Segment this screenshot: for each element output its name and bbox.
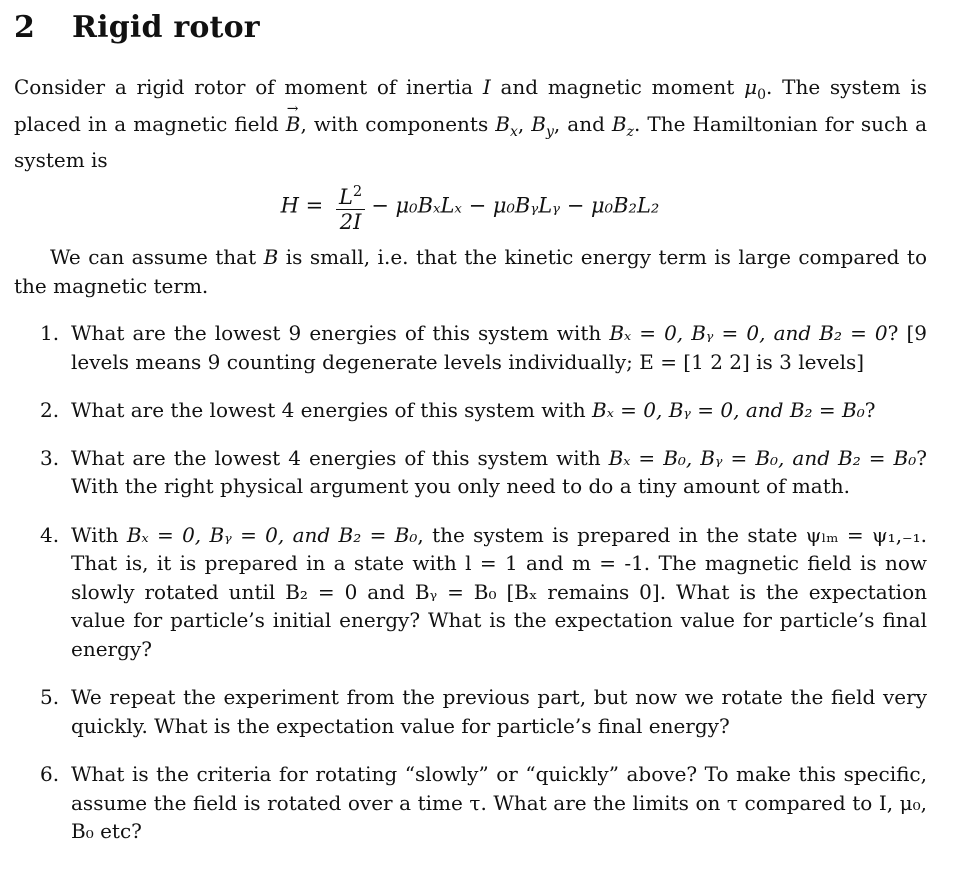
question-text-a: We repeat the experiment from the previous part, but now we rotate the field very quickly. What is the expectation value for particle’s final energy? bbox=[71, 685, 927, 738]
question-number: 4. bbox=[40, 522, 60, 547]
frac-sup: 2 bbox=[352, 183, 363, 200]
var-mu: μ bbox=[744, 75, 758, 99]
question-condition: Bₓ = 0, Bᵧ = 0, and B₂ = B₀ bbox=[126, 522, 418, 547]
frac-denominator bbox=[336, 210, 365, 234]
question-text-a: What are the lowest 4 energies of this system with bbox=[71, 398, 592, 422]
frac-L: L bbox=[338, 185, 353, 209]
hamiltonian-equation bbox=[0, 180, 940, 234]
question-text-b: , the system is prepared in the state ψₗₘ = ψ₁,₋₁. That is, it is prepared in a state with l = 1 and m = -1. The magnetic field is now slowly rotated until B₂ = 0 and Bᵧ = B₀ [Bₓ remains 0]. What is the expectation value for particle’s initial energy? What is the expectation value for particle’s final energy? bbox=[71, 522, 927, 661]
intro-text-3: . The system is placed in a magnetic field bbox=[14, 75, 927, 136]
after-text-2: is small, i.e. that the kinetic energy term is large compared to the magnetic term. bbox=[14, 245, 927, 298]
eq-equals: = bbox=[299, 193, 330, 218]
comma-1: , bbox=[517, 111, 532, 136]
var-Bz: B bbox=[611, 111, 627, 136]
eq-fraction bbox=[336, 180, 365, 234]
after-text-1: We can assume that bbox=[50, 245, 264, 269]
mu-subscript: 0 bbox=[757, 87, 767, 103]
eq-magnetic-terms: − μ₀BₓLₓ − μ₀BᵧLᵧ − μ₀B₂L₂ bbox=[371, 193, 660, 218]
sub-z: z bbox=[626, 123, 635, 140]
question-text-b: ? With the right physical argument you only need to do a tiny amount of math. bbox=[71, 445, 927, 498]
assumption-paragraph bbox=[14, 243, 927, 300]
question-text-b: ? bbox=[864, 398, 876, 422]
question-condition: Bₓ = B₀, Bᵧ = B₀, and B₂ = B₀ bbox=[608, 445, 917, 470]
var-Bx: B bbox=[495, 111, 510, 136]
question-item bbox=[40, 319, 927, 376]
question-item bbox=[40, 444, 927, 501]
var-By: B bbox=[531, 111, 546, 136]
question-text-a: What are the lowest 4 energies of this system with bbox=[71, 445, 609, 470]
eq-lhs: H bbox=[280, 193, 299, 218]
question-text-a: What are the lowest 9 energies of this system with bbox=[71, 321, 610, 345]
intro-paragraph bbox=[14, 73, 927, 175]
question-condition: Bₓ = 0, Bᵧ = 0, and B₂ = 0 bbox=[609, 321, 888, 345]
intro-text-4: , with components bbox=[300, 111, 496, 136]
question-item bbox=[40, 396, 927, 425]
var-I: I bbox=[482, 75, 491, 99]
section-number: 2 bbox=[14, 10, 36, 45]
and-text: , and bbox=[553, 111, 612, 136]
question-text-a: With bbox=[71, 522, 127, 547]
sub-x: x bbox=[509, 123, 518, 140]
question-item bbox=[40, 760, 927, 846]
question-item bbox=[40, 521, 927, 664]
intro-text-1: Consider a rigid rotor of moment of inertia bbox=[14, 75, 483, 99]
question-number: 2. bbox=[40, 398, 60, 422]
intro-text-5: . The Hamiltonian for such a system is bbox=[14, 111, 928, 172]
frac-numerator bbox=[336, 180, 365, 210]
question-condition: Bₓ = 0, Bᵧ = 0, and B₂ = B₀ bbox=[592, 398, 865, 422]
question-text-b: ? [9 levels means 9 counting degenerate levels individually; E = [1 2 2] is 3 levels] bbox=[71, 321, 927, 374]
section-title: Rigid rotor bbox=[72, 10, 260, 45]
question-text-a: What is the criteria for rotating “slowly” or “quickly” above? To make this specific, assume the field is rotated over a time τ. What are the limits on τ compared to I, μ₀, B₀ etc? bbox=[71, 762, 927, 843]
question-number: 6. bbox=[40, 762, 60, 786]
frac-den-text: 2I bbox=[339, 210, 362, 234]
question-number: 1. bbox=[40, 321, 60, 345]
vector-B: → B bbox=[286, 110, 301, 139]
question-number: 3. bbox=[40, 445, 60, 470]
question-list bbox=[40, 319, 927, 846]
question-item bbox=[40, 683, 927, 740]
sub-y: y bbox=[545, 123, 554, 140]
intro-text-2: and magnetic moment bbox=[490, 75, 745, 99]
var-B: B bbox=[263, 245, 279, 269]
question-number: 5. bbox=[40, 685, 60, 709]
section-heading bbox=[14, 10, 260, 45]
